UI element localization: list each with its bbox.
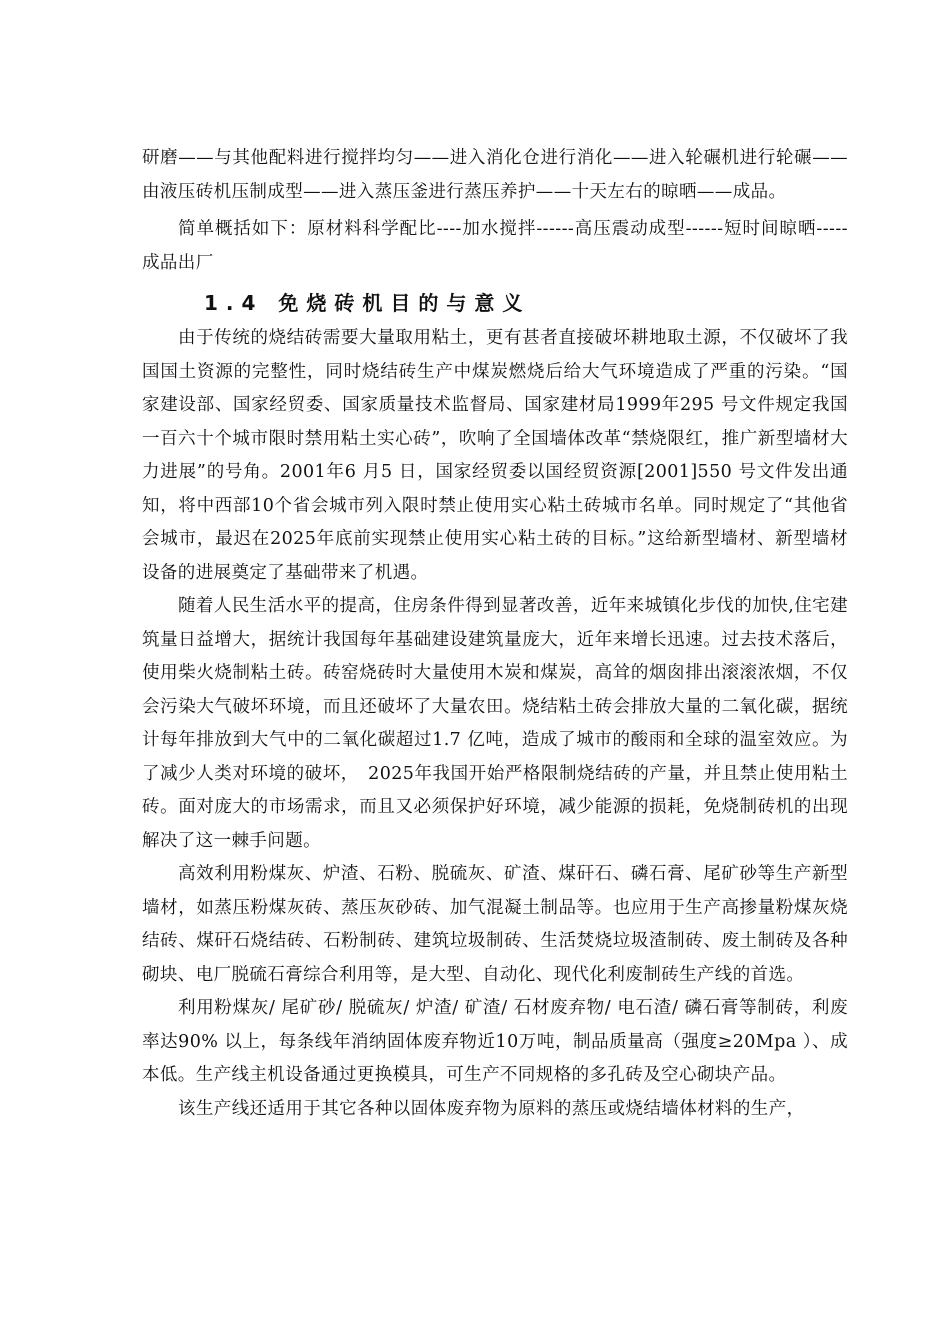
document-body [142, 142, 848, 1126]
section-heading: 1.4 免烧砖机目的与意义 [204, 291, 531, 315]
continuation-paragraph: 研磨——与其他配料进行搅拌均匀——进入消化仓进行消化——进入轮碾机进行轮碾——由液压砖机压制成型——进入蒸压釜进行蒸压养护——十天左右的晾晒——成品。 [142, 148, 848, 202]
body-paragraph: 利用粉煤灰/ 尾矿砂/ 脱硫灰/ 炉渣/ 矿渣/ 石材废弃物/ 电石渣/ 磷石膏等制砖，利废率达90% 以上，每条线年消纳固体废弃物近10万吨，制品质量高（强度≥20Mpa ）、成本低。生产线主机设备通过更换模具，可生产不同规格的多孔砖及空心砌块产品。 [142, 998, 848, 1085]
body-paragraph: 高效利用粉煤灰、炉渣、石粉、脱硫灰、矿渣、煤矸石、磷石膏、尾矿砂等生产新型墙材，如蒸压粉煤灰砖、蒸压灰砂砖、加气混凝土制品等。也应用于生产高掺量粉煤灰烧结砖、煤矸石烧结砖、石粉制砖、建筑垃圾制砖、生活焚烧垃圾渣制砖、废土制砖及各种砌块、电厂脱硫石膏综合利用等，是大型、自动化、现代化利废制砖生产线的首选。 [142, 864, 848, 985]
body-paragraph: 该生产线还适用于其它各种以固体废弃物为原料的蒸压或烧结墙体材料的生产， [178, 1098, 805, 1119]
body-paragraph: 由于传统的烧结砖需要大量取用粘土，更有甚者直接破坏耕地取土源，不仅破坏了我国国土资源的完整性，同时烧结砖生产中煤炭燃烧后给大气环境造成了严重的污染。“国家建设部、国家经贸委、国家质量技术监督局、国家建材局1999年295 号文件规定我国一百六十个城市限时禁用粘土实心砖”，吹响了全国墙体改革“禁烧限红，推广新型墙材大力进展”的号角。2001年6 月5 日，国家经贸委以国经贸资源[2001]550 号文件发出通知，将中西部10个省会城市列入限时禁止使用实心粘土砖城市名单。同时规定了“其他省会城市，最迟在2025年底前实现禁止使用实心粘土砖的目标。”这给新型墙材、新型墙材设备的进展奠定了基础带来了机遇。 [142, 328, 848, 583]
summary-paragraph: 简单概括如下：原材料科学配比----加水搅拌------高压震动成型------短时间晾晒----- 成品出厂 [142, 219, 848, 273]
body-paragraph: 随着人民生活水平的提高，住房条件得到显著改善，近年来城镇化步伐的加快,住宅建筑量日益增大，据统计我国每年基础建设建筑量庞大，近年来增长迅速。过去技术落后，使用柴火烧制粘土砖。砖窑烧砖时大量使用木炭和煤炭，高耸的烟囱排出滚滚浓烟，不仅会污染大气破坏环境，而且还破坏了大量农田。烧结粘土砖会排放大量的二氧化碳，据统计每年排放到大气中的二氧化碳超过1.7 亿吨，造成了城市的酸雨和全球的温室效应。为了减少人类对环境的破坏， 2025年我国开始严格限制烧结砖的产量，并且禁止使用粘土砖。面对庞大的市场需求，而且又必须保护好环境，减少能源的损耗，免烧制砖机的出现解决了这一棘手问题。 [142, 596, 848, 851]
